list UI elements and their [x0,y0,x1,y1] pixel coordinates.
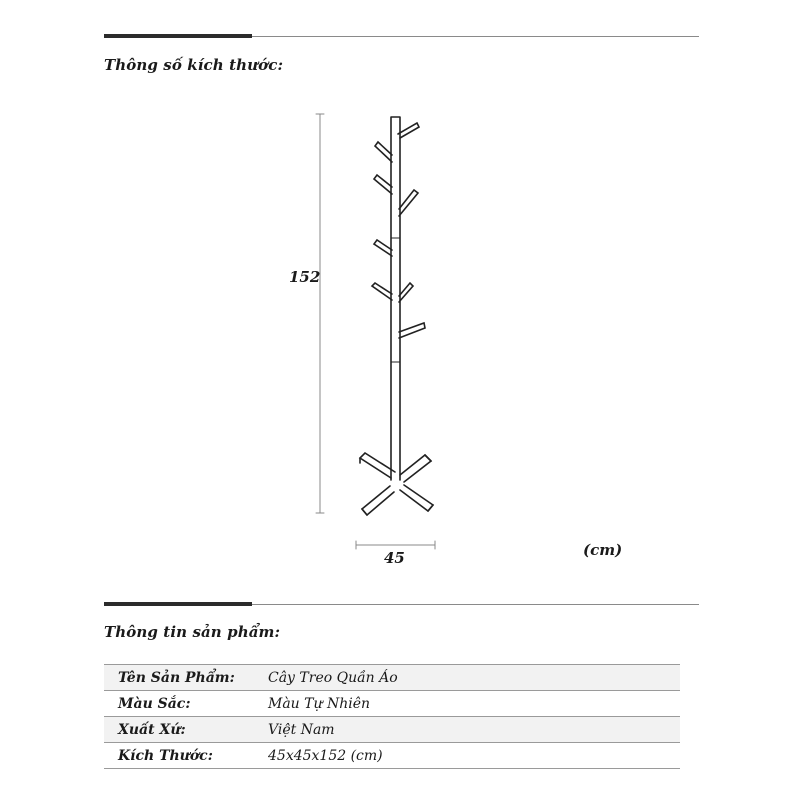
spec-label-name: Tên Sản Phẩm: [104,665,268,691]
spec-value-color: Màu Tự Nhiên [268,695,370,712]
bottom-divider-accent [104,602,252,606]
width-dimension-label: 45 [384,549,405,567]
table-row [104,665,680,691]
table-row [104,691,680,717]
height-dimension-label: 152 [289,268,321,286]
spec-label-size: Kích Thước: [118,747,213,764]
product-info-heading: Thông tin sản phẩm: [104,623,281,641]
spec-value-origin: Việt Nam [268,717,680,743]
spec-value-size: 45x45x152 (cm) [268,747,383,764]
spec-value-name: Cây Treo Quần Áo [268,665,680,691]
dimensions-heading: Thông số kích thước: [104,56,284,74]
table-row [104,743,680,769]
product-spec-table [104,664,680,769]
table-row [104,717,680,743]
unit-label: (cm) [583,541,623,559]
spec-label-origin: Xuất Xứ: [104,717,268,743]
spec-label-color: Màu Sắc: [118,695,191,712]
